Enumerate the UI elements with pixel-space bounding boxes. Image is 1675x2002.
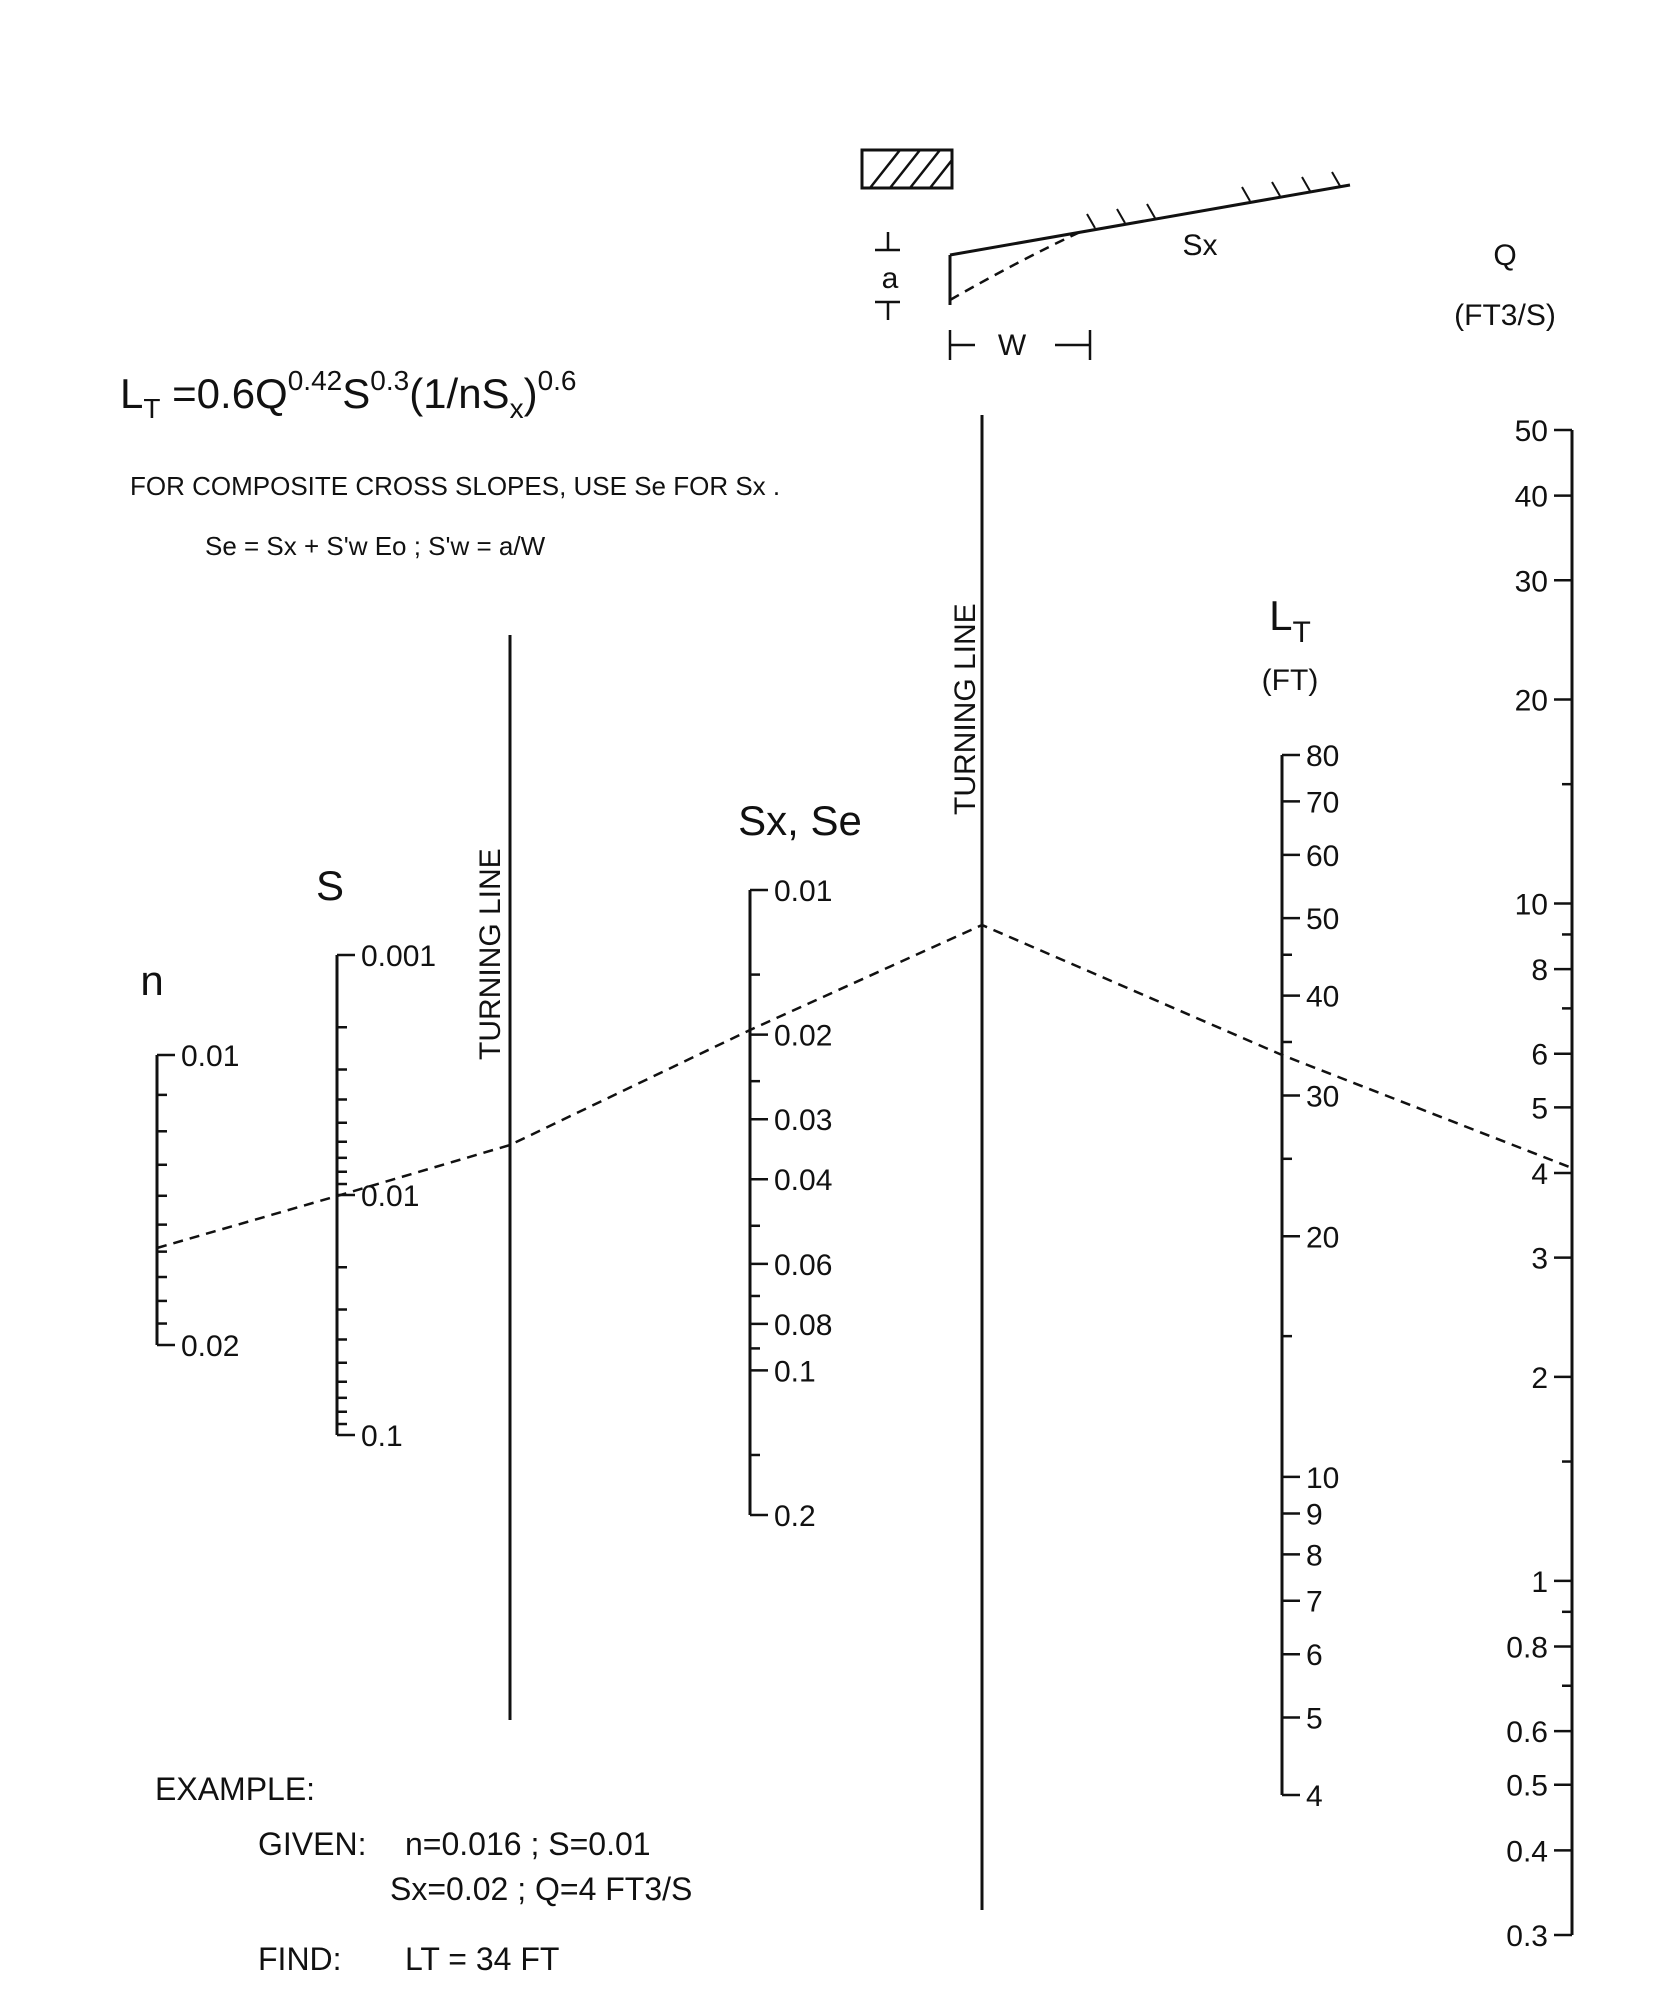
scale-s-tick-label: 0.01 bbox=[361, 1180, 420, 1213]
formula-paren: (1/nS bbox=[409, 370, 510, 417]
scale-lt bbox=[1262, 592, 1340, 1813]
scale-sx-tick-label: 0.01 bbox=[774, 875, 833, 908]
scale-q-tick-label: 50 bbox=[1514, 415, 1548, 448]
scale-sx bbox=[738, 797, 862, 1533]
scale-q-tick-label: 0.6 bbox=[1506, 1716, 1548, 1750]
scale-q-tick-label: 30 bbox=[1514, 565, 1548, 599]
scale-lt-title-sub: T bbox=[1292, 616, 1311, 649]
scale-q-tick-label: 0.5 bbox=[1506, 1769, 1548, 1803]
scale-q-tick-label: 8 bbox=[1531, 954, 1548, 988]
example-given-line1: n=0.016 ; S=0.01 bbox=[405, 1826, 651, 1862]
scale-sx-tick-label: 0.04 bbox=[774, 1164, 833, 1198]
scale-sx-title: Sx, Se bbox=[738, 797, 862, 844]
cross-section-inset bbox=[862, 150, 1350, 362]
svg-text:LT =0.6Q0.42S0.3(1/nSx)0.6 bbox=[120, 365, 577, 424]
scale-q-tick-label: 10 bbox=[1514, 888, 1548, 922]
scale-s bbox=[316, 862, 436, 1453]
scale-lt-tick-label: 8 bbox=[1306, 1539, 1323, 1573]
scale-lt-tick-label: 6 bbox=[1306, 1639, 1323, 1673]
scale-q-tick-label: 5 bbox=[1531, 1092, 1548, 1126]
note-se-equation: Se = Sx + S'w Eo ; S'w = a/W bbox=[205, 531, 546, 561]
inset-a-label: a bbox=[881, 262, 899, 295]
scale-q-tick-label: 3 bbox=[1531, 1242, 1548, 1276]
formula-exp2: 0.3 bbox=[370, 365, 410, 396]
scale-lt-tick-label: 7 bbox=[1306, 1585, 1323, 1619]
scale-q-tick-label: 4 bbox=[1531, 1158, 1548, 1192]
scale-q-tick-label: 0.4 bbox=[1506, 1835, 1548, 1869]
scale-n-title: n bbox=[140, 957, 164, 1004]
scale-sx-tick-label: 0.2 bbox=[774, 1500, 816, 1533]
scale-s-tick-label: 0.1 bbox=[361, 1420, 403, 1453]
formula bbox=[120, 365, 577, 424]
scale-q-tick-label: 6 bbox=[1531, 1038, 1548, 1072]
formula-lhs: L bbox=[120, 370, 144, 417]
example-block bbox=[155, 1771, 692, 1977]
example-find-label: FIND: bbox=[258, 1941, 342, 1977]
scale-n bbox=[140, 957, 239, 1363]
scale-lt-tick-label: 30 bbox=[1306, 1080, 1340, 1114]
example-find-value: LT = 34 FT bbox=[405, 1941, 560, 1977]
formula-lhs-sub: T bbox=[143, 393, 161, 424]
scale-lt-tick-label: 50 bbox=[1306, 903, 1340, 937]
scale-lt-tick-label: 80 bbox=[1306, 740, 1340, 773]
scale-lt-tick-label: 10 bbox=[1306, 1461, 1340, 1495]
scale-lt-title: L bbox=[1269, 592, 1293, 639]
scale-sx-tick-label: 0.06 bbox=[774, 1248, 833, 1282]
scale-lt-tick-label: 60 bbox=[1306, 839, 1340, 873]
scale-lt-tick-label: 9 bbox=[1306, 1498, 1323, 1532]
formula-exp3: 0.6 bbox=[537, 365, 577, 396]
scale-q-tick-label: 40 bbox=[1514, 480, 1548, 514]
scale-q-title: Q bbox=[1493, 239, 1517, 272]
scale-lt-tick-label: 40 bbox=[1306, 980, 1340, 1014]
turning-line-right-label: TURNING LINE bbox=[949, 603, 982, 815]
scale-sx-tick-label: 0.02 bbox=[774, 1019, 833, 1053]
turning-line-left-label: TURNING LINE bbox=[474, 848, 507, 1060]
scale-n-tick-label: 0.01 bbox=[181, 1040, 240, 1073]
scale-lt-tick-label: 4 bbox=[1306, 1780, 1323, 1813]
scale-lt-unit: (FT) bbox=[1261, 664, 1319, 697]
inset-sx-label: Sx bbox=[1182, 229, 1218, 262]
scale-q-unit: (FT3/S) bbox=[1454, 299, 1556, 332]
note-composite-slopes: FOR COMPOSITE CROSS SLOPES, USE Se FOR Sx . bbox=[130, 471, 781, 501]
example-given-label: GIVEN: bbox=[258, 1826, 367, 1862]
example-given-line2: Sx=0.02 ; Q=4 FT3/S bbox=[390, 1871, 693, 1907]
scale-lt-tick-label: 70 bbox=[1306, 786, 1340, 820]
scale-lt-tick-label: 5 bbox=[1306, 1702, 1323, 1736]
scale-sx-tick-label: 0.1 bbox=[774, 1355, 816, 1389]
scale-sx-tick-label: 0.08 bbox=[774, 1308, 833, 1342]
scale-s-tick-label: 0.001 bbox=[361, 940, 437, 973]
scale-q-tick-label: 20 bbox=[1514, 684, 1548, 718]
formula-s: S bbox=[342, 370, 371, 417]
formula-close: ) bbox=[523, 370, 538, 417]
scale-sx-tick-label: 0.03 bbox=[774, 1104, 833, 1138]
scale-q-tick-label: 0.3 bbox=[1506, 1920, 1548, 1953]
scale-s-title: S bbox=[315, 862, 345, 909]
scale-q bbox=[1454, 239, 1572, 1953]
scale-q-tick-label: 0.8 bbox=[1506, 1631, 1548, 1665]
scale-q-tick-label: 2 bbox=[1531, 1361, 1548, 1395]
scale-q-tick-label: 1 bbox=[1531, 1565, 1548, 1599]
svg-text:LT bbox=[1269, 592, 1311, 649]
formula-exp1: 0.42 bbox=[287, 365, 343, 396]
scale-n-tick-label: 0.02 bbox=[181, 1330, 240, 1363]
inset-w-label: W bbox=[997, 329, 1027, 362]
example-heading: EXAMPLE: bbox=[155, 1771, 316, 1807]
scale-lt-tick-label: 20 bbox=[1306, 1221, 1340, 1255]
formula-paren-sub: x bbox=[509, 393, 524, 424]
formula-eq: =0.6Q bbox=[160, 370, 288, 417]
